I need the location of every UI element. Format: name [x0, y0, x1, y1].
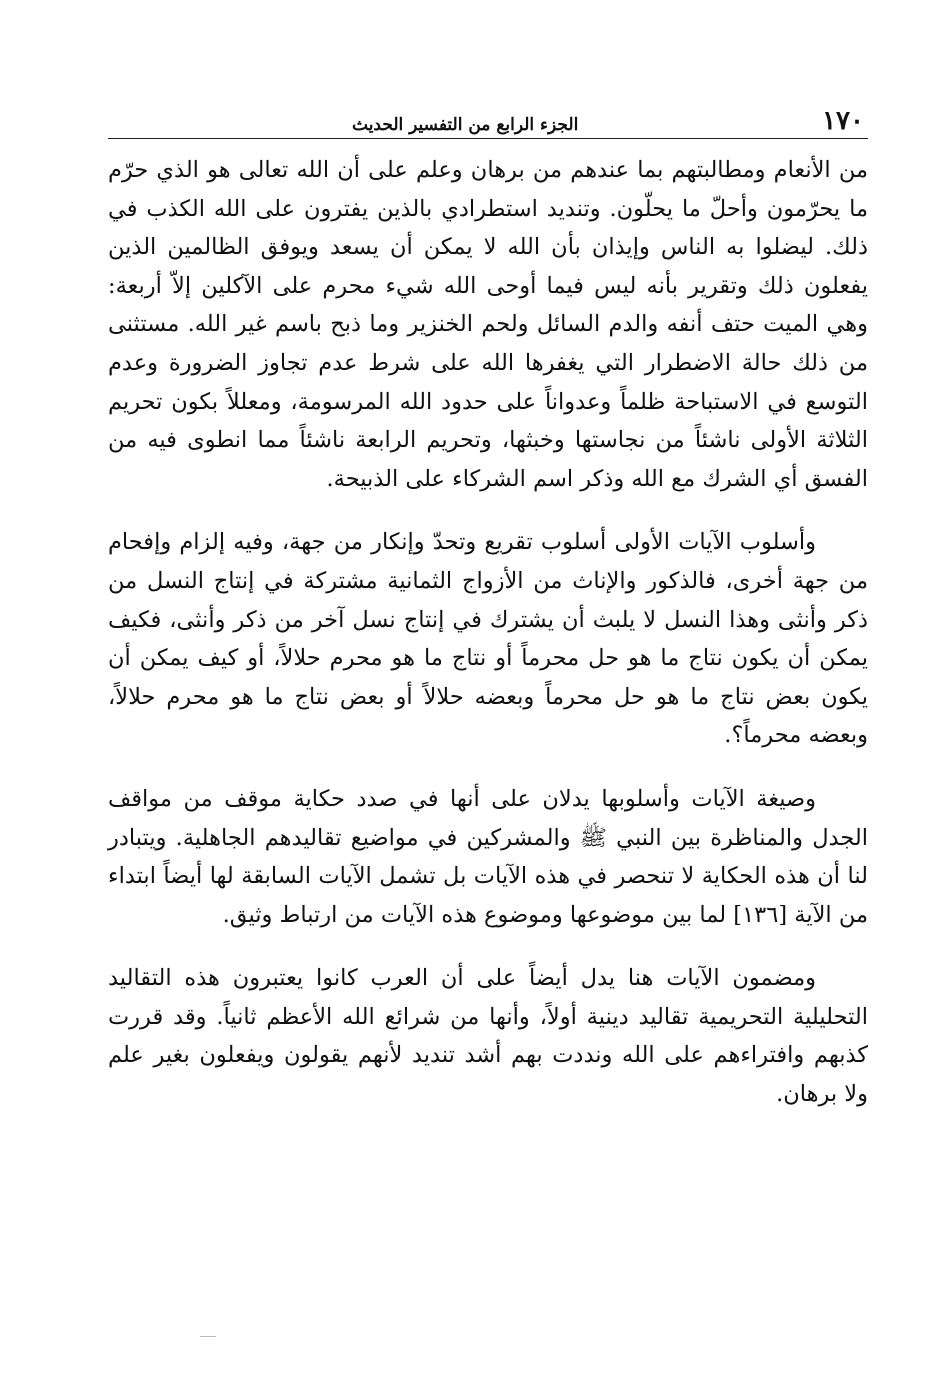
paragraph: ومضمون الآيات هنا يدل أيضاً على أن العرب كانوا يعتبرون هذه التقاليد التحليلية التحريمية تقاليد دينية أولاً، وأنها من شرائع الله الأعظم ثانياً. وقد قررت كذبهم وافتراءهم على الله ونددت بهم أشد تنديد لأنهم يقولون ويفعلون بغير علم ولا برهان. [108, 965, 868, 1108]
page-header [108, 100, 868, 139]
paragraph: وأسلوب الآيات الأولى أسلوب تقريع وتحدّ وإنكار من جهة، وفيه إلزام وإفحام من جهة أخرى، فالذكور والإناث من الأزواج الثمانية مشتركة في إنتاج النسل من ذكر وأنثى وهذا النسل لا يلبث أن يشترك في إنتاج نسل آخر من ذكر وأنثى، فكيف يمكن أن يكون نتاج ما هو حل محرماً أو نتاج ما هو محرم حلالاً، أو كيف يمكن أن يكون بعض نتاج ما هو حل محرماً وبعضه حلالاً أو بعض نتاج ما هو محرم حلالاً، وبعضه محرماً؟. [108, 529, 868, 749]
scan-mark [200, 1336, 216, 1337]
paragraph: من الأنعام ومطالبتهم بما عندهم من برهان وعلم على أن الله تعالى هو الذي حرّم ما يحرّمون وأحلّ ما يحلّون. وتنديد استطرادي بالذين يفترون على الله الكذب في ذلك. ليضلوا به الناس وإيذان بأن الله لا يمكن أن يسعد ويوفق الظالمين الذين يفعلون ذلك وتقرير بأنه ليس فيما أوحى الله شيء محرم على الآكلين إلاّ أربعة: وهي الميت حتف أنفه والدم السائل ولحم الخنزير وما ذبح باسم غير الله. مستثنى من ذلك حالة الاضطرار التي يغفرها الله على شرط عدم تجاوز الضرورة وعدم التوسع في الاستباحة ظلماً وعدواناً على حدود الله المرسومة، ومعللاً بكون تحريم الثلاثة الأولى ناشئاً من نجاستها وخبثها، وتحريم الرابعة ناشئاً مما انطوى فيه من الفسق أي الشرك مع الله وذكر اسم الشركاء على الذبيحة. [108, 157, 868, 492]
page-number: ١٧٠ [822, 106, 864, 136]
book-page [108, 100, 868, 1139]
body-text [108, 151, 868, 1114]
paragraph: وصيغة الآيات وأسلوبها يدلان على أنها في صدد حكاية موقف من مواقف الجدل والمناظرة بين النبي ﷺ والمشركين في مواضيع تقاليدهم الجاهلية. ويتبادر لنا أن هذه الحكاية لا تنحصر في هذه الآيات بل تشمل الآيات السابقة لها أيضاً ابتداء من الآية [١٣٦] لما بين موضوعها وموضوع هذه الآيات من ارتباط وثيق. [108, 785, 868, 928]
running-title: الجزء الرابع من التفسير الحديث [352, 115, 579, 135]
